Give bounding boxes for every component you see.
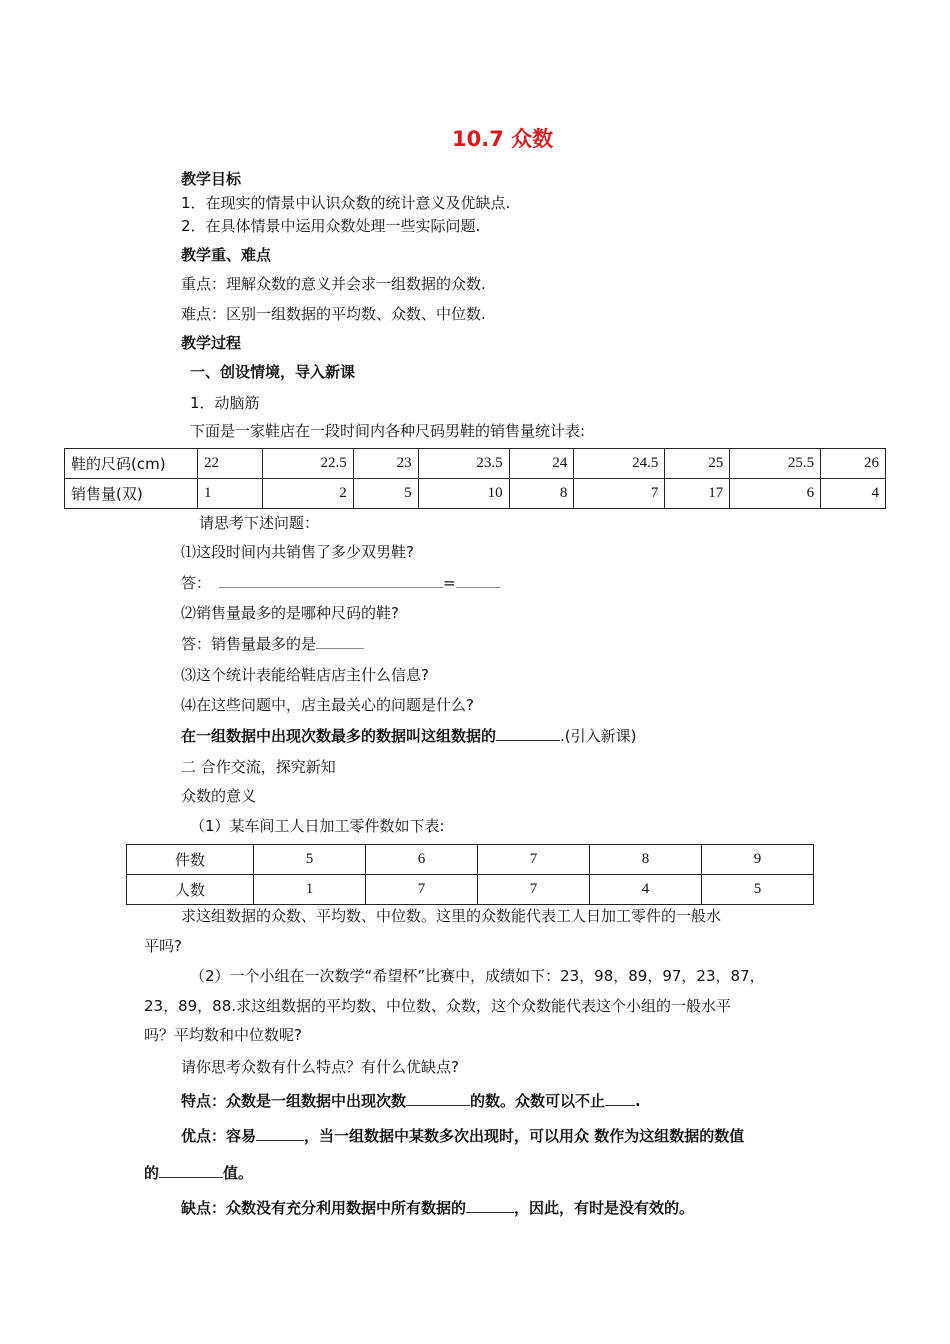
sales-cell: 17 [665,479,730,509]
process-heading: 教学过程 [181,334,242,352]
meaning-heading: 众数的意义 [181,787,257,805]
think-prompt-2: 请你思考众数有什么特点？有什么优缺点? [181,1058,459,1076]
question-2: ⑵销售量最多的是哪种尺码的鞋? [181,604,399,622]
count-cell: 9 [702,845,814,875]
answer-blank [256,1126,304,1141]
sales-cell: 10 [418,479,509,509]
size-cell: 23 [353,449,418,479]
example-2-line-2: 23，89，88.求这组数据的平均数、中位数、众数，这个众数能代表这个小组的一般水平 [144,997,732,1015]
sales-cell: 1 [198,479,263,509]
definition-line [181,726,637,746]
sales-cell: 4 [821,479,886,509]
count-cell: 6 [366,845,478,875]
page-title: 10.7 众数 [452,127,554,151]
row-label-sales: 销售量(双) [65,479,198,509]
feature-text-a: 特点：众数是一组数据中出现次数 [181,1092,407,1110]
section-2-heading: 二 合作交流，探究新知 [181,758,336,776]
parts-table [126,844,814,905]
answer-blank [316,634,364,649]
count-cell: 7 [478,845,590,875]
example-2-line-3: 吗？平均数和中位数呢? [144,1026,302,1044]
sales-cell: 6 [730,479,821,509]
goals-heading: 教学目标 [181,170,242,188]
example-1-question-cont: 平吗? [144,937,182,955]
difficult-point: 难点：区别一组数据的平均数、众数、中位数. [181,305,486,323]
advantage-text-b: ，当一组数据中某数多次出现时，可以用众 数作为这组数据的数值 [304,1127,745,1145]
sales-cell: 5 [353,479,418,509]
feature-line [181,1091,641,1111]
answer-2-prefix: 答：销售量最多的是 [181,635,317,653]
table-intro: 下面是一家鞋店在一段时间内各种尺码男鞋的销售量统计表: [190,422,586,440]
answer-1 [181,573,500,593]
definition-text: 在一组数据中出现次数最多的数据叫这组数据的 [181,727,497,745]
size-cell: 25.5 [730,449,821,479]
feature-text-b: 的数。众数可以不止 [470,1092,606,1110]
count-cell: 5 [254,845,366,875]
question-4: ⑷在这些问题中，店主最关心的问题是什么? [181,696,474,714]
question-1: ⑴这段时间内共销售了多少双男鞋? [181,543,414,561]
answer-blank [466,1198,514,1213]
definition-suffix: .(引入新课) [560,727,637,745]
example-2-line-1: （2）一个小组在一次数学“希望杯”比赛中，成绩如下：23，98，89，97，23，87， [190,967,765,985]
size-cell: 24 [509,449,574,479]
disadvantage-text-b: ，因此，有时是没有效的。 [514,1199,695,1217]
sales-cell: 8 [509,479,574,509]
key-heading: 教学重、难点 [181,246,272,264]
row-label-size: 鞋的尺码(cm) [65,449,198,479]
row-label-count: 件数 [127,845,254,875]
table-row [65,449,886,479]
people-cell: 7 [366,875,478,905]
advantage-line-2 [144,1163,253,1183]
question-3: ⑶这个统计表能给鞋店店主什么信息? [181,666,429,684]
think-prompt: 请思考下述问题： [199,514,320,532]
size-cell: 25 [665,449,730,479]
size-cell: 22 [198,449,263,479]
count-cell: 8 [590,845,702,875]
answer-blank [219,573,443,588]
advantage-text-c: 的 [144,1164,160,1182]
answer-blank [605,1091,635,1106]
advantage-text-d: 值。 [223,1164,254,1182]
disadvantage-line [181,1198,694,1218]
sub-heading-1: 1．动脑筋 [190,394,260,412]
people-cell: 7 [478,875,590,905]
answer-1-prefix: 答： [181,574,212,592]
section-1-heading: 一、创设情境，导入新课 [190,363,356,381]
size-cell: 26 [821,449,886,479]
answer-blank [406,1091,470,1106]
example-1: （1）某车间工人日加工零件数如下表: [190,817,445,835]
feature-text-c: . [635,1092,641,1110]
row-label-people: 人数 [127,875,254,905]
disadvantage-text-a: 缺点：众数没有充分利用数据中所有数据的 [181,1199,467,1217]
people-cell: 4 [590,875,702,905]
size-cell: 23.5 [418,449,509,479]
answer-blank [496,726,560,741]
sales-cell: 7 [574,479,665,509]
answer-1-equals: = [443,574,456,592]
size-cell: 22.5 [262,449,353,479]
goal-1: 1．在现实的情景中认识众数的统计意义及优缺点. [181,194,511,212]
table-row [127,845,814,875]
sales-cell: 2 [262,479,353,509]
shoe-sales-table [64,448,886,509]
answer-blank [456,573,500,588]
example-1-question: 求这组数据的众数、平均数、中位数。这里的众数能代表工人日加工零件的一般水 [181,907,722,925]
people-cell: 1 [254,875,366,905]
people-cell: 5 [702,875,814,905]
answer-2 [181,634,364,654]
advantage-text-a: 优点：容易 [181,1127,257,1145]
goal-2: 2．在具体情景中运用众数处理一些实际问题. [181,217,481,235]
answer-blank [159,1163,223,1178]
advantage-line [181,1126,744,1146]
size-cell: 24.5 [574,449,665,479]
table-row [65,479,886,509]
key-point: 重点：理解众数的意义并会求一组数据的众数. [181,275,486,293]
table-row [127,875,814,905]
